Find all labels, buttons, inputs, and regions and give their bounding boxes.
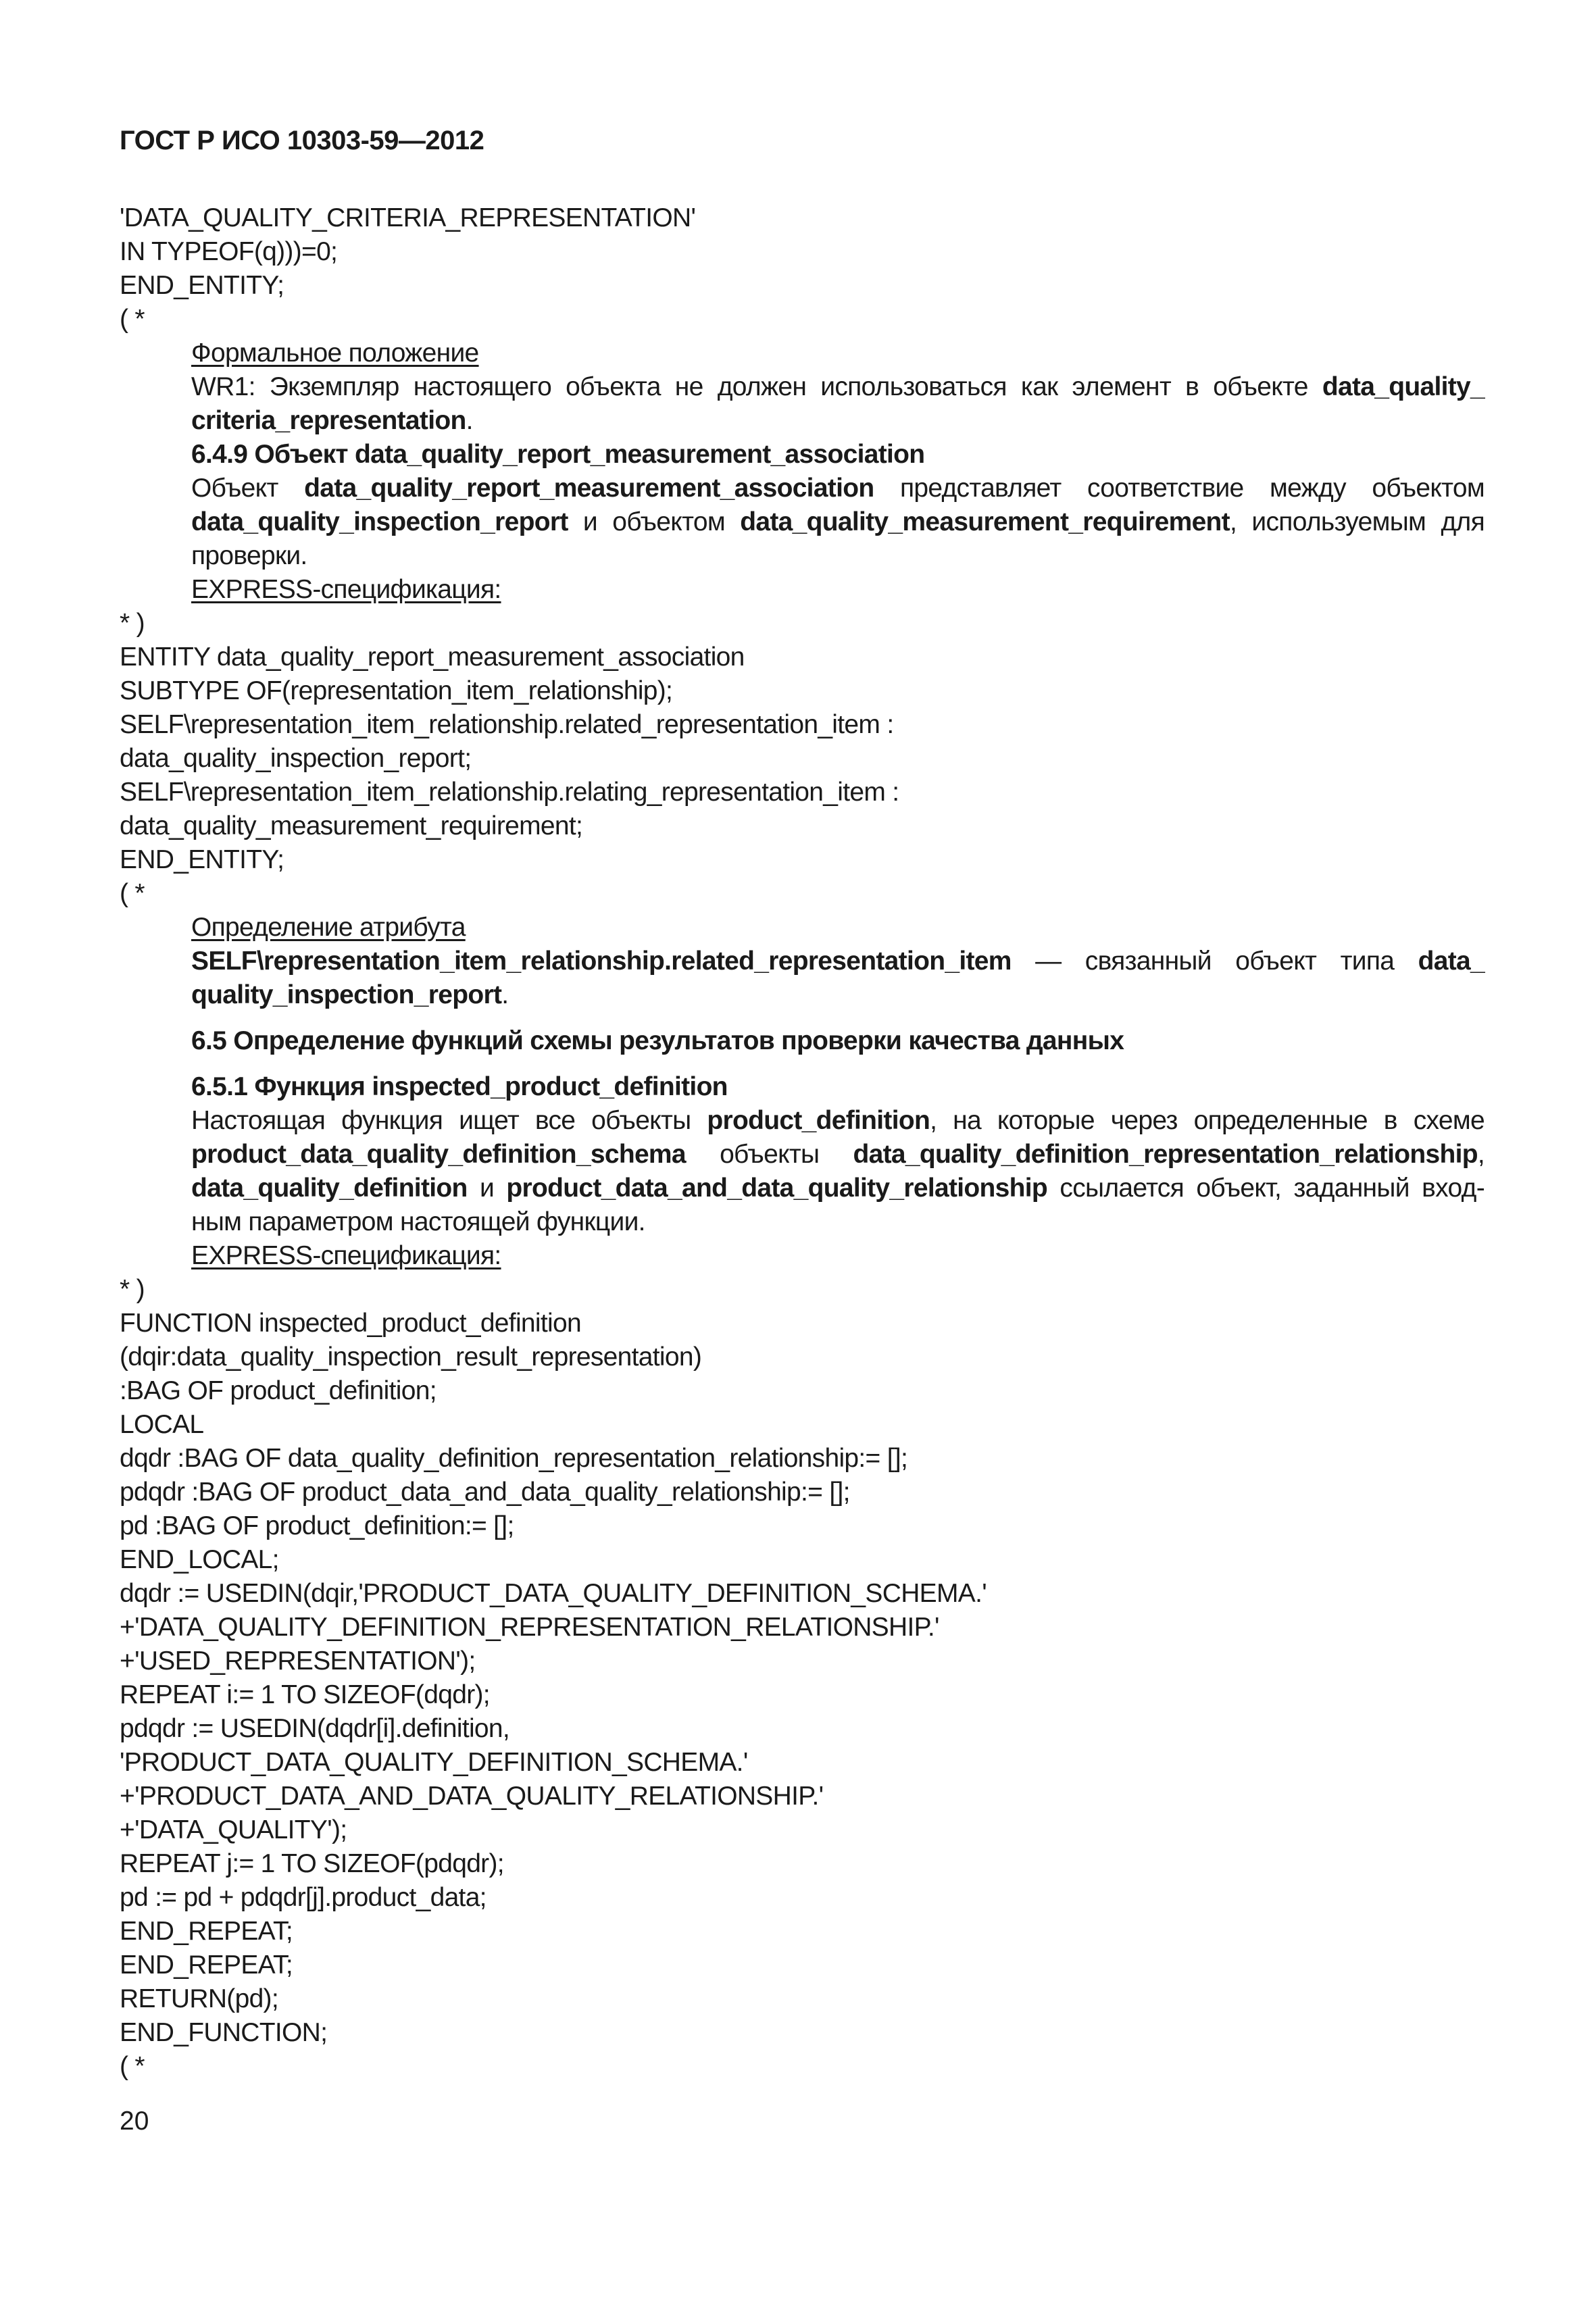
code-line: END_LOCAL; [120, 1545, 279, 1574]
code-line: +'DATA_QUALITY'); [120, 1815, 347, 1844]
code-line: pdqdr :BAG OF product_data_and_data_quality_relationship:= []; [120, 1478, 850, 1507]
code-line: ( * [120, 879, 145, 908]
code-line: 'PRODUCT_DATA_QUALITY_DEFINITION_SCHEMA.' [120, 1748, 748, 1777]
code-line: REPEAT j:= 1 TO SIZEOF(pdqdr); [120, 1849, 504, 1878]
code-line: * ) [120, 609, 145, 638]
code-line: pd := pd + pdqdr[j].product_data; [120, 1883, 487, 1912]
code-line: END_ENTITY; [120, 845, 284, 874]
express-label: EXPRESS-спецификация: [191, 575, 501, 604]
section-heading-6-4-9: 6.4.9 Объект data_quality_report_measurement_association [191, 440, 925, 469]
section-heading-6-5: 6.5 Определение функций схемы результатов проверки качества данных [191, 1026, 1124, 1055]
code-line: SUBTYPE OF(representation_item_relationship); [120, 676, 673, 705]
code-line: 'DATA_QUALITY_CRITERIA_REPRESENTATION' [120, 203, 696, 232]
express-label: EXPRESS-спецификация: [191, 1241, 501, 1270]
code-line: pd :BAG OF product_definition:= []; [120, 1511, 514, 1540]
code-line: +'PRODUCT_DATA_AND_DATA_QUALITY_RELATIONSHIP.' [120, 1782, 824, 1811]
code-line: END_FUNCTION; [120, 2018, 328, 2047]
code-line: IN TYPEOF(q)))=0; [120, 237, 338, 266]
code-line: +'USED_REPRESENTATION'); [120, 1646, 476, 1676]
code-line: pdqdr := USEDIN(dqdr[i].definition, [120, 1714, 510, 1743]
code-line: SELF\representation_item_relationship.relating_representation_item : [120, 778, 899, 807]
section-6-5-1-paragraph: Настоящая функция ищет все объекты product_definition, на которые через определенные в схеме product_data_quality_definition_schema объекты data_quality_definition_representation_relationship, data_quality_definition и product_data_and_data_quality_relationship ссылается объект, заданный вход-ным параметром настоящей функции. [191, 1106, 1485, 1236]
code-line: RETURN(pd); [120, 1984, 278, 2013]
code-line: REPEAT i:= 1 TO SIZEOF(dqdr); [120, 1680, 490, 1709]
code-line: (dqir:data_quality_inspection_result_representation) [120, 1342, 702, 1372]
wr1-paragraph: WR1: Экземпляр настоящего объекта не должен использоваться как элемент в объекте data_quality_ criteria_representation. [191, 372, 1485, 435]
code-line: ( * [120, 2052, 145, 2081]
code-line: END_REPEAT; [120, 1951, 293, 1980]
formal-heading: Формальное положение [191, 338, 479, 368]
code-line: dqdr := USEDIN(dqir,'PRODUCT_DATA_QUALITY_DEFINITION_SCHEMA.' [120, 1579, 987, 1608]
code-line: +'DATA_QUALITY_DEFINITION_REPRESENTATION_RELATIONSHIP.' [120, 1613, 939, 1642]
code-line: ( * [120, 305, 145, 334]
code-line: data_quality_measurement_requirement; [120, 811, 583, 840]
document-header: ГОСТ Р ИСО 10303-59—2012 [120, 126, 484, 155]
code-line: ENTITY data_quality_report_measurement_association [120, 643, 745, 672]
page-number: 20 [120, 2107, 149, 2136]
code-line: SELF\representation_item_relationship.related_representation_item : [120, 710, 894, 739]
section-6-4-9-paragraph: Объект data_quality_report_measurement_association представляет соответствие между объектом data_quality_inspection_report и объектом data_quality_measurement_requirement, используемым для проверки. [191, 474, 1485, 570]
section-heading-6-5-1: 6.5.1 Функция inspected_product_definition [191, 1072, 728, 1101]
code-line: FUNCTION inspected_product_definition [120, 1309, 581, 1338]
code-line: dqdr :BAG OF data_quality_definition_representation_relationship:= []; [120, 1444, 908, 1473]
code-line: * ) [120, 1275, 145, 1304]
attribute-heading: Определение атрибута [191, 913, 466, 942]
code-line: LOCAL [120, 1410, 204, 1439]
attribute-definition: SELF\representation_item_relationship.related_representation_item — связанный объект типа data_ quality_inspection_report. [191, 947, 1485, 1009]
code-line: END_ENTITY; [120, 271, 284, 300]
document-body [120, 201, 1485, 2084]
code-line: data_quality_inspection_report; [120, 744, 472, 773]
code-line: :BAG OF product_definition; [120, 1376, 437, 1405]
code-line: END_REPEAT; [120, 1917, 293, 1946]
